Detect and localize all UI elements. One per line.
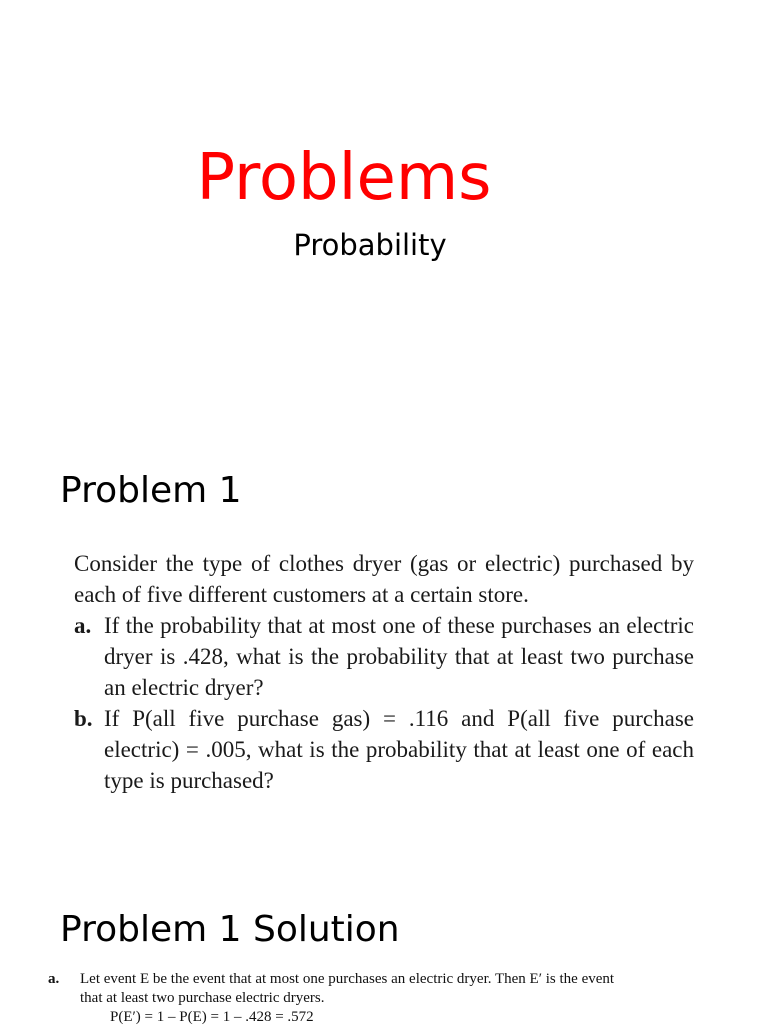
solution-line: that at least two purchase electric dryers. [80,990,325,1006]
item-letter: a. [74,613,92,638]
problem-item-b [74,703,694,796]
solution-line: Let event E be the event that at most one purchases an electric dryer. Then E′ is the event [80,971,615,987]
slide-title: Problems [196,141,492,215]
item-text: If the probability that at most one of these purchases an electric dryer is .428, what is the probability that at least two purchase an electric dryer? [104,613,694,700]
problem-1-statement [74,548,694,796]
solution-heading: Problem 1 Solution [60,909,400,950]
item-letter: b. [74,706,93,731]
solution-letter: a. [48,971,60,987]
solution-formula: P(E′) = 1 – P(E) = 1 – .428 = .572 [110,1009,314,1025]
problem-1-heading: Problem 1 [60,470,242,511]
solution-text [48,970,728,1027]
slide-subtitle: Probability [293,228,447,262]
solution-body [48,970,728,1027]
problem-intro: Consider the type of clothes dryer (gas or electric) purchased by each of five different customers at a certain store. [74,551,694,607]
item-text: If P(all five purchase gas) = .116 and P(all five purchase electric) = .005, what is the probability that at least one of each type is purchased? [104,706,694,793]
problem-item-a [74,610,694,703]
